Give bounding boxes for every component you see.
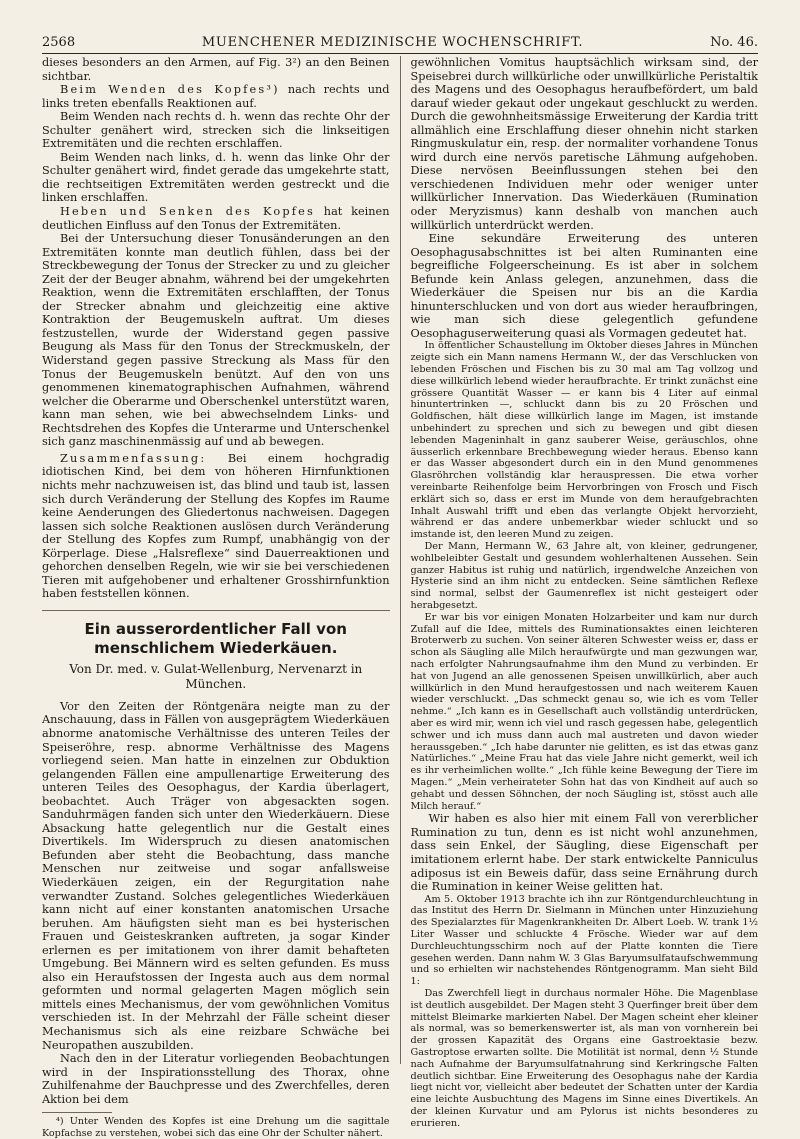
case-report-paragraph: Das Zwerchfell liegt in durchaus normaler Höhe. Die Magenblase ist deutlich ausgebildet. Der Magen steht 3 Querfinger breit über dem mittelst Bleimarke markierten Nabel. Der Magen scheint eher kleiner als normal, was so bemerkenswerter ist, als man von vornherein bei der grossen Kapazität des Organs eine Gastroektasie bezw. Gastroptose erwarten sollte. Die Motilität ist normal, denn ½ Stunde nach Aufnahme der Baryumsulfatnahrung sind Kerkringsche Falten deutlich sichtbar. Eine Erweiterung des Oesophagus nahe der Kardia liegt nicht vor, vielleicht aber bedeutet der Schatten unter der Kardia eine leichte Ausbuchtung des Magens im Sinne eines Divertikels. An der kleinen Kurvatur und am Pylorus ist nichts besonderes zu erurieren.: [410, 988, 758, 1129]
paragraph: Wir haben es also hier mit einem Fall von vererblicher Rumination zu tun, denn es ist nicht wohl anzunehmen, dass sein Enkel, der Säugling, diese Eigenschaft per imitationem erlernt habe. Der stark entwickelte Panniculus adiposus ist ein Beweis dafür, dass seine Ernährung durch die Rumination in keiner Weise gelitten hat.: [410, 812, 758, 894]
case-report-paragraph: Am 5. Oktober 1913 brachte ich ihn zur Röntgendurchleuchtung in das Institut des Herrn Dr. Sielmann in München unter Hinzuziehung des Spezialarztes für Magenkrankheiten Dr. Albert Loeb. W. trank 1½ Liter Wasser und schluckte 4 Frösche. Wieder war auf dem Durchleuchtungsschirm noch auf der Platte konnten die Tiere gesehen werden. Dann nahm W. 3 Glas Baryumsulfataufschwemmung und so erhielten wir nachstehendes Röntgenogramm. Man sieht Bild 1:: [410, 893, 758, 988]
left-column: [42, 56, 400, 1139]
footnote-divider: [42, 1112, 112, 1113]
footnote: ⁴) Unter Wenden des Kopfes ist eine Drehung um die sagittale Kopfachse zu verstehen, wobei sich das eine Ohr der Schulter nähert.: [42, 1116, 390, 1139]
issue-number: No. 46.: [710, 35, 758, 50]
summary-paragraph: Zusammenfassung: Bei einem hochgradig idiotischen Kind, bei dem von höheren Hirnfunktionen nichts mehr nachzuweisen ist, das blind und taub ist, lassen sich durch Veränderung der Stellung des Kopfes im Raume keine Aenderungen des Gliedertonus nachweisen. Dagegen lassen sich solche Reaktionen auslösen durch Veränderung der Stellung des Kopfes zum Rumpf, unabhängig von der Körperlage. Diese „Halsreflexe“ sind Dauerreaktionen und gehorchen denselben Regeln, wie wir sie bei verschiedenen Tieren mit aufgehobener und erhaltener Grosshirnfunktion haben feststellen können.: [42, 451, 390, 601]
paragraph: Bei der Untersuchung dieser Tonusänderungen an den Extremitäten konnte man deutlich fühlen, dass bei der Streckbewegung der Tonus der Strecker zu und zu gleicher Zeit der der Beuger abnahm, während bei der umgekehrten Reaktion, wenn die Extremitäten erschlafften, der Tonus der Strecker abnahm und gleichzeitig eine aktive Kontraktion der Beugemuskeln auftrat. Um dieses festzustellen, wurde der Widerstand gegen passive Beugung als Mass für den Tonus der Streckmuskeln, der Widerstand gegen passive Streckung als Mass für den Tonus der Beugemuskeln benützt. Auf den von uns genommenen kinematographischen Aufnahmen, während welcher die Oberarme und Oberschenkel unterstützt waren, kann man sehen, wie bei abwechselndem Links- und Rechtsdrehen des Kopfes die Unterarme und Unterschenkel sich ganz maschinenmässig auf und ab bewegen.: [42, 232, 390, 449]
paragraph: Beim Wenden des Kopfes³) nach rechts und links treten ebenfalls Reaktionen auf.: [42, 83, 390, 110]
page-number: 2568: [42, 35, 76, 50]
spaced-heading: Heben und Senken des Kopfes: [60, 205, 316, 219]
article-title: Ein ausserordentlicher Fall von menschlichem Wiederkäuen.: [84, 619, 347, 657]
case-report-paragraph: Der Mann, Hermann W., 63 Jahre alt, von kleiner, gedrungener, wohlbeleibter Gestalt und gesundem wohlerhaltenen Aussehen. Sein ganzer Habitus ist ruhig und natürlich, irgendwelche Anzeichen von Hysterie sind an ihm nicht zu entdecken. Seine sämtlichen Reflexe sind normal, selbst der Gaumenreflex ist nicht gesteigert oder herabgesetzt.: [410, 541, 758, 612]
spaced-heading: Beim Wenden des Kopfes³): [60, 83, 280, 97]
paragraph: dieses besonders an den Armen, auf Fig. 3²) an den Beinen sichtbar.: [42, 56, 390, 83]
summary-heading: Zusammenfassung:: [60, 451, 207, 465]
paragraph: Beim Wenden nach links, d. h. wenn das linke Ohr der Schulter genähert wird, findet gerade das umgekehrte statt, die rechtseitigen Extremitäten werden gestreckt und die linken erschlaffen.: [42, 150, 390, 205]
case-report-paragraph: In öffentlicher Schaustellung im Oktober dieses Jahres in München zeigte sich ein Mann namens Hermann W., der das Verschlucken von lebenden Fröschen und Fischen bis zu 30 mal am Tag vollzog und diese willkürlich lebend wieder heraufbrachte. Er trinkt zunächst eine grössere Quantität Wasser — er kann bis 4 Liter auf einmal hinuntertrinken —, schluckt dann bis zu 20 Fröschen und Goldfischen, hält diese willkürlich lange im Magen, ist imstande unbehindert zu sprechen und sich zu bewegen und gibt diesen lebenden Mageninhalt in ganz sauberer Weise, geräuschlos, ohne äusserlich erkennbare Brechbewegung wieder heraus. Ebenso kann er das Wasser abgesondert durch ein in den Mund genommenes Glasröhrchen vollständig klar herauspressen. Die etwa vorher vereinbarte Reihenfolge beim Hervorbringen von Frosch und Fisch erklärt sich so, dass er erst im Munde von dem heraufgebrachten Inhalt Auswahl trifft und eben das verlangte Objekt hervorzieht, während er das andere unbemerkbar wieder schluckt und so imstande ist, den leeren Mund zu zeigen.: [410, 340, 758, 541]
right-column: [400, 56, 759, 1129]
paragraph: Heben und Senken des Kopfes hat keinen deutlichen Einfluss auf den Tonus der Extremitäten.: [42, 205, 390, 232]
paragraph: Vor den Zeiten der Röntgenära neigte man zu der Anschauung, dass in Fällen von ausgeprägtem Wiederkäuen abnorme anatomische Verhältnisse des unteren Teiles der Speiseröhre, resp. abnorme Verhältnisse des Magens vorliegend seien. Man hatte in einzelnen zur Obduktion gelangenden Fällen eine ampullenartige Erweiterung des unteren Teiles des Oesophagus, der Kardia überlagert, beobachtet. Auch Träger von abgesackten sogen. Sanduhrmägen fanden sich unter den Wiederkäuern. Diese Absackung hatte gelegentlich nur die Gestalt eines Divertikels. Im Widerspruch zu diesen anatomischen Befunden aber steht die Beobachtung, dass manche Menschen nur zeitweise und sogar anfallsweise Wiederkäuen zeigen, ein der Regurgitation nahe verwandter Zustand. Solches gelegentliches Wiederkäuen kann nicht auf einer konstanten anatomischen Ursache beruhen. Am häufigsten sieht man es bei hysterischen Frauen und Geisteskranken auftreten, ja sogar Kinder erlernen es per imitationem von ihrer damit behafteten Umgebung. Bei Männern wird es selten gefunden. Es muss also ein Heraufstossen der Ingesta auch aus dem normal geformten und normal gelagerten Magen möglich sein mittels eines Mechanismus, der vom gewöhnlichen Vomitus verschieden ist. In der Mehrzahl der Fälle scheint dieser Mechanismus sich als eine reizbare Schwäche bei Neuropathen auszubilden.: [42, 699, 390, 1052]
text-columns: [42, 56, 758, 1139]
paragraph: Eine sekundäre Erweiterung des unteren Oesophagusabschnittes ist bei alten Ruminanten eine begreifliche Folgeerscheinung. Es ist aber in solchem Befunde kein Anlass gelegen, anzunehmen, dass die Wiederkäuer die Speisen nur bis an die Kardia hinunterschlucken und von dort aus wieder heraufbringen, wie man sich diese gelegentlich gefundene Oesophaguserweiterung quasi als Vormagen gedeutet hat.: [410, 232, 758, 340]
paragraph: Nach den in der Literatur vorliegenden Beobachtungen wird in der Inspirationsstellung des Thorax, ohne Zuhilfenahme der Bauchpresse und des Zwerchfelles, deren Aktion bei dem: [42, 1052, 390, 1106]
author-byline: Von Dr. med. v. Gulat-Wellenburg, Nervenarzt in München.: [69, 661, 363, 691]
journal-title: MUENCHENER MEDIZINISCHE WOCHENSCHRIFT.: [201, 35, 584, 50]
paragraph: Beim Wenden nach rechts d. h. wenn das rechte Ohr der Schulter genähert wird, strecken sich die linkseitigen Extremitäten und die rechten erschlaffen.: [42, 110, 390, 151]
section-divider: [42, 610, 390, 611]
page-header: [42, 30, 758, 54]
paragraph: gewöhnlichen Vomitus hauptsächlich wirksam sind, der Speisebrei durch willkürliche oder unwillkürliche Peristaltik des Magens und des Oesophagus heraufbefördert, um bald darauf wieder gekaut oder ungekaut geschluckt zu werden. Durch die gewohnheitsmässige Erweiterung der Kardia tritt allmählich eine Erschlaffung dieser ohnehin nicht starken Ringmuskulatur ein, resp. der normaliter vorhandene Tonus wird durch eine nervös paretische Lähmung aufgehoben. Diese nervösen Beeinflussungen stehen bei den verschiedenen Individuen mehr oder weniger unter willkürlicher Innervation. Das Wiederkäuen (Rumination oder Meryzismus) kann deshalb von manchen auch willkürlich unterdrückt werden.: [410, 56, 758, 232]
case-report-paragraph: Er war bis vor einigen Monaten Holzarbeiter und kam nur durch Zufall auf die Idee, mittels des Ruminationsaktes einen leichteren Broterwerb zu suchen. Von seiner älteren Schwester weiss er, dass er schon als Säugling alle Milch heraufwürgte und man gezwungen war, nach erfolgter Nahrungsaufnahme ihm den Mund zu verbinden. Er hat von Jugend an alle genossenen Speisen unwillkürlich, aber auch willkürlich in den Mund heraufgestossen und nach weiterem Kauen wieder verschluckt. „Das schmeckt genau so, wie ich es vom Teller nehme.“ „Ich kann es in Gesellschaft auch vollständig unterdrücken, aber es wird mir, wenn ich viel und rasch gegessen habe, gelegentlich schwer und ich muss dann auch mal austreten und davon wieder heraussgeben.“ „Ich habe darunter nie gelitten, es ist das etwas ganz Natürliches.“ „Meine Frau hat das viele Jahre nicht gemerkt, weil ich es ihr verheimlichen wollte.“ „Ich fühle keine Bewegung der Tiere im Magen.“ „Mein verheirateter Sohn hat das von Kindheit auf auch so gehabt und dessen Söhnchen, der noch Säugling ist, stösst auch alle Milch herauf.“: [410, 611, 758, 812]
